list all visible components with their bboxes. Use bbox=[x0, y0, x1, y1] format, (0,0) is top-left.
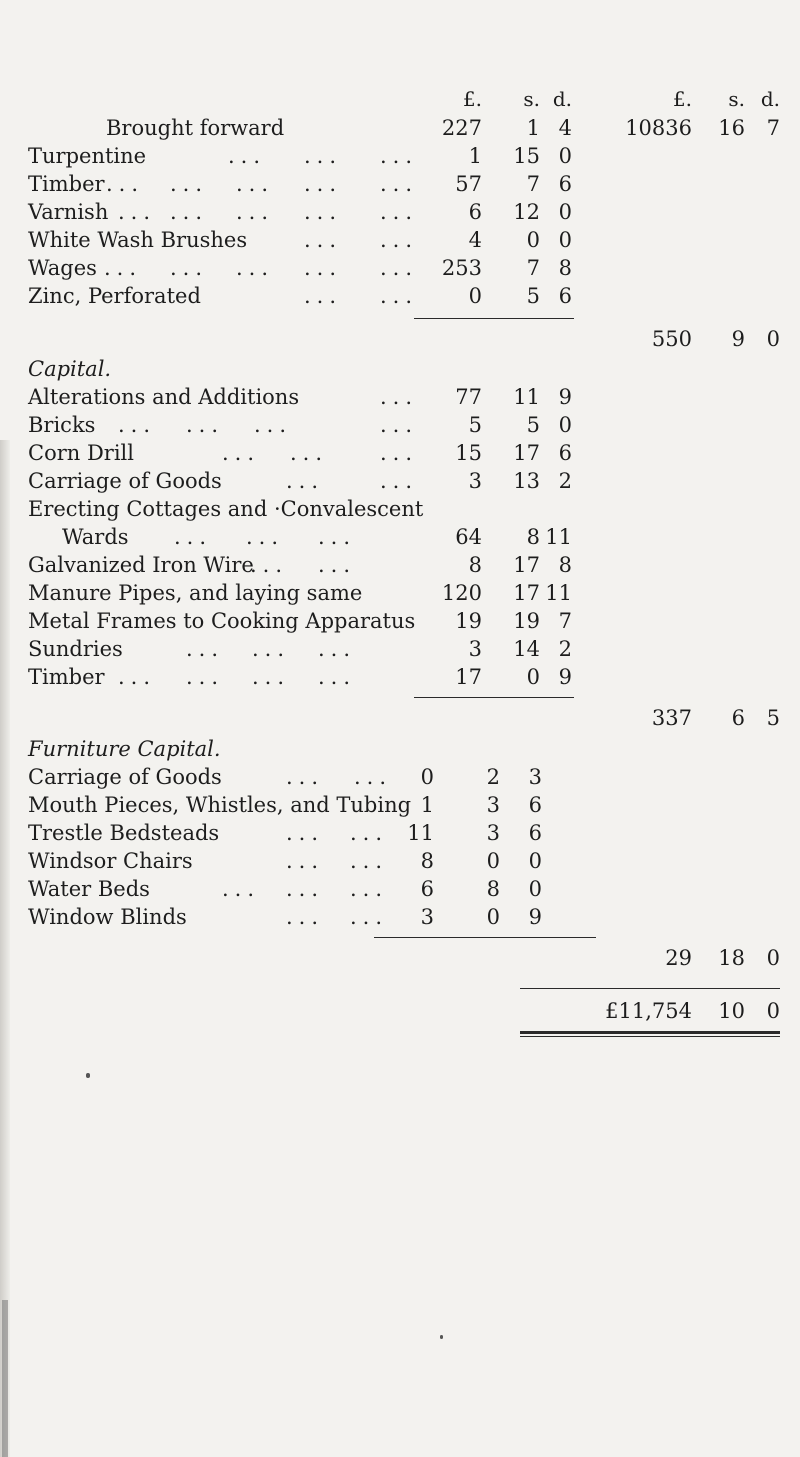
brought-forward-row bbox=[0, 113, 800, 143]
leader-dots: ... bbox=[318, 553, 357, 577]
ledger-row bbox=[0, 606, 800, 636]
amount-pence: 9 bbox=[528, 905, 542, 929]
amount-shillings: 3 bbox=[486, 793, 500, 817]
subtotal-shillings: 18 bbox=[718, 946, 745, 970]
total-pence: 7 bbox=[766, 116, 780, 140]
paper-speck bbox=[440, 1335, 443, 1339]
row-label: Sundries bbox=[28, 637, 123, 661]
subtotal-pounds: 550 bbox=[651, 327, 692, 351]
row-label: Wages bbox=[28, 256, 97, 280]
row-label: Bricks bbox=[28, 413, 96, 437]
header-total-pence: d. bbox=[760, 87, 780, 111]
leader-dots: ... bbox=[286, 905, 325, 929]
amount-pence: 9 bbox=[558, 385, 572, 409]
header-total-pounds: £. bbox=[672, 87, 692, 111]
amount-pence: 7 bbox=[558, 609, 572, 633]
subtotal-pence: 0 bbox=[766, 327, 780, 351]
ledger-row bbox=[0, 522, 800, 552]
amount-pounds: 17 bbox=[455, 665, 482, 689]
leader-dots: ... bbox=[104, 256, 143, 280]
leader-dots: ... bbox=[380, 172, 419, 196]
ledger-row bbox=[0, 197, 800, 227]
amount-shillings: 13 bbox=[513, 469, 540, 493]
amount-shillings: 0 bbox=[526, 665, 540, 689]
amount-pounds: 6 bbox=[468, 200, 482, 224]
leader-dots: ... bbox=[252, 637, 291, 661]
subtotal-pence: 5 bbox=[766, 706, 780, 730]
amount-shillings: 7 bbox=[526, 172, 540, 196]
amount-pounds: 120 bbox=[441, 581, 482, 605]
amount-pence: 0 bbox=[528, 877, 542, 901]
row-label: Metal Frames to Cooking Apparatus bbox=[28, 609, 416, 633]
row-label: Timber bbox=[28, 665, 105, 689]
row-label: Carriage of Goods bbox=[28, 469, 222, 493]
row-label: Varnish bbox=[28, 200, 109, 224]
amount-shillings: 17 bbox=[513, 581, 540, 605]
ledger-row bbox=[0, 818, 800, 848]
amount-pence: 9 bbox=[558, 665, 572, 689]
row-label: Turpentine bbox=[28, 144, 147, 168]
ledger-row bbox=[0, 662, 800, 692]
amount-shillings: 1 bbox=[526, 116, 540, 140]
header-total-shillings: s. bbox=[728, 87, 745, 111]
ledger-row bbox=[0, 141, 800, 171]
leader-dots: ... bbox=[186, 665, 225, 689]
amount-pounds: 253 bbox=[441, 256, 482, 280]
leader-dots: ... bbox=[318, 637, 357, 661]
subtotal-rule bbox=[414, 697, 574, 698]
grand-total-double-rule bbox=[520, 1036, 780, 1037]
amount-pence: 11 bbox=[545, 525, 572, 549]
row-label: Erecting Cottages and ·Convalescent bbox=[28, 497, 424, 521]
ledger-row bbox=[0, 634, 800, 664]
amount-pounds: 3 bbox=[468, 637, 482, 661]
row-label: Alterations and Additions bbox=[28, 385, 300, 409]
leader-dots: ... bbox=[222, 441, 261, 465]
amount-pounds: 15 bbox=[455, 441, 482, 465]
amount-pounds: 57 bbox=[455, 172, 482, 196]
header-pounds: £. bbox=[462, 87, 482, 111]
amount-pounds: 5 bbox=[468, 413, 482, 437]
capital-heading: Capital. bbox=[28, 357, 112, 381]
row-label: Windsor Chairs bbox=[28, 849, 193, 873]
amount-shillings: 3 bbox=[486, 821, 500, 845]
leader-dots: ... bbox=[106, 172, 145, 196]
ledger-row bbox=[0, 874, 800, 904]
leader-dots: ... bbox=[380, 413, 419, 437]
amount-pounds: 4 bbox=[468, 228, 482, 252]
amount-pence: 0 bbox=[558, 200, 572, 224]
row-label: White Wash Brushes bbox=[28, 228, 248, 252]
leader-dots: ... bbox=[286, 765, 325, 789]
leader-dots: ... bbox=[254, 413, 293, 437]
leader-dots: ... bbox=[186, 413, 225, 437]
ledger-row bbox=[0, 225, 800, 255]
leader-dots: ... bbox=[170, 256, 209, 280]
leader-dots: ... bbox=[186, 637, 225, 661]
paper-speck bbox=[86, 1073, 90, 1078]
row-label: Window Blinds bbox=[28, 905, 187, 929]
ledger-row bbox=[0, 466, 800, 496]
row-label: Mouth Pieces, Whistles, and Tubing bbox=[28, 793, 412, 817]
row-label: Corn Drill bbox=[28, 441, 134, 465]
amount-pence: 6 bbox=[558, 441, 572, 465]
amount-pence: 0 bbox=[558, 144, 572, 168]
row-label: Manure Pipes, and laying same bbox=[28, 581, 363, 605]
subtotal-shillings: 9 bbox=[731, 327, 745, 351]
leader-dots: ... bbox=[380, 144, 419, 168]
amount-pounds: 77 bbox=[455, 385, 482, 409]
grand-total-pence: 0 bbox=[766, 999, 780, 1023]
amount-pounds: 227 bbox=[441, 116, 482, 140]
grand-total-pounds: £11,754 bbox=[605, 999, 692, 1023]
leader-dots: ... bbox=[350, 849, 389, 873]
amount-pounds: 3 bbox=[420, 905, 434, 929]
subtotal-row bbox=[0, 943, 800, 973]
subtotal-pounds: 337 bbox=[651, 706, 692, 730]
amount-shillings: 17 bbox=[513, 553, 540, 577]
subtotal-row bbox=[0, 324, 800, 354]
amount-shillings: 15 bbox=[513, 144, 540, 168]
leader-dots: ... bbox=[228, 144, 267, 168]
amount-pence: 6 bbox=[558, 284, 572, 308]
leader-dots: ... bbox=[236, 172, 275, 196]
leader-dots: ... bbox=[304, 228, 343, 252]
column-header bbox=[0, 84, 800, 114]
header-shillings: s. bbox=[523, 87, 540, 111]
ledger-row bbox=[0, 438, 800, 468]
total-pounds: 10836 bbox=[625, 116, 692, 140]
amount-shillings: 11 bbox=[513, 385, 540, 409]
leader-dots: ... bbox=[380, 469, 419, 493]
amount-pence: 11 bbox=[545, 581, 572, 605]
ledger-row bbox=[0, 253, 800, 283]
amount-pence: 6 bbox=[528, 793, 542, 817]
amount-shillings: 17 bbox=[513, 441, 540, 465]
leader-dots: ... bbox=[286, 821, 325, 845]
leader-dots: ... bbox=[350, 821, 389, 845]
amount-shillings: 0 bbox=[486, 905, 500, 929]
amount-shillings: 14 bbox=[513, 637, 540, 661]
subtotal-shillings: 6 bbox=[731, 706, 745, 730]
leader-dots: ... bbox=[304, 256, 343, 280]
leader-dots: ... bbox=[304, 284, 343, 308]
leader-dots: ... bbox=[170, 200, 209, 224]
leader-dots: ... bbox=[350, 905, 389, 929]
amount-pounds: 3 bbox=[468, 469, 482, 493]
leader-dots: ... bbox=[354, 765, 393, 789]
leader-dots: ... bbox=[350, 877, 389, 901]
amount-pounds: 8 bbox=[420, 849, 434, 873]
binding-shadow bbox=[2, 1300, 8, 1457]
subtotal-pounds: 29 bbox=[665, 946, 692, 970]
grand-total-shillings: 10 bbox=[718, 999, 745, 1023]
leader-dots: ... bbox=[290, 441, 329, 465]
ledger-row bbox=[0, 762, 800, 792]
ledger-row bbox=[0, 902, 800, 932]
leader-dots: ... bbox=[304, 200, 343, 224]
amount-shillings: 8 bbox=[486, 877, 500, 901]
ledger-row bbox=[0, 494, 800, 524]
amount-pence: 8 bbox=[558, 256, 572, 280]
amount-pence: 3 bbox=[528, 765, 542, 789]
amount-shillings: 12 bbox=[513, 200, 540, 224]
amount-pounds: 1 bbox=[420, 793, 434, 817]
amount-pounds: 0 bbox=[420, 765, 434, 789]
leader-dots: ... bbox=[252, 665, 291, 689]
total-shillings: 16 bbox=[718, 116, 745, 140]
amount-pence: 6 bbox=[528, 821, 542, 845]
leader-dots: ... bbox=[174, 525, 213, 549]
amount-pounds: 8 bbox=[468, 553, 482, 577]
row-label: Timber bbox=[28, 172, 105, 196]
leader-dots: ... bbox=[250, 553, 289, 577]
leader-dots: ... bbox=[380, 256, 419, 280]
amount-pence: 0 bbox=[558, 413, 572, 437]
leader-dots: ... bbox=[222, 877, 261, 901]
amount-pence: 2 bbox=[558, 469, 572, 493]
amount-shillings: 5 bbox=[526, 413, 540, 437]
amount-pence: 2 bbox=[558, 637, 572, 661]
amount-pence: 4 bbox=[558, 116, 572, 140]
section-heading bbox=[0, 734, 800, 764]
amount-shillings: 19 bbox=[513, 609, 540, 633]
leader-dots: ... bbox=[380, 385, 419, 409]
amount-pence: 6 bbox=[558, 172, 572, 196]
ledger-row bbox=[0, 790, 800, 820]
section-heading bbox=[0, 354, 800, 384]
leader-dots: ... bbox=[380, 441, 419, 465]
ledger-row bbox=[0, 550, 800, 580]
header-pence: d. bbox=[552, 87, 572, 111]
row-label: Carriage of Goods bbox=[28, 765, 222, 789]
amount-pence: 0 bbox=[528, 849, 542, 873]
amount-pounds: 19 bbox=[455, 609, 482, 633]
leader-dots: ... bbox=[286, 849, 325, 873]
amount-shillings: 8 bbox=[526, 525, 540, 549]
amount-shillings: 5 bbox=[526, 284, 540, 308]
amount-pounds: 1 bbox=[468, 144, 482, 168]
leader-dots: ... bbox=[286, 469, 325, 493]
leader-dots: ... bbox=[318, 665, 357, 689]
amount-pounds: 0 bbox=[468, 284, 482, 308]
grand-total-row bbox=[0, 996, 800, 1026]
grand-total-rule bbox=[520, 988, 780, 989]
subtotal-rule bbox=[374, 937, 596, 938]
amount-pence: 0 bbox=[558, 228, 572, 252]
leader-dots: ... bbox=[118, 200, 157, 224]
leader-dots: ... bbox=[304, 172, 343, 196]
row-label: Brought forward bbox=[106, 116, 285, 140]
leader-dots: ... bbox=[304, 144, 343, 168]
ledger-row bbox=[0, 410, 800, 440]
leader-dots: ... bbox=[236, 200, 275, 224]
leader-dots: ... bbox=[286, 877, 325, 901]
ledger-row bbox=[0, 382, 800, 412]
leader-dots: ... bbox=[118, 665, 157, 689]
leader-dots: ... bbox=[170, 172, 209, 196]
subtotal-rule bbox=[414, 318, 574, 319]
ledger-row bbox=[0, 846, 800, 876]
amount-pounds: 64 bbox=[455, 525, 482, 549]
leader-dots: ... bbox=[380, 284, 419, 308]
subtotal-row bbox=[0, 703, 800, 733]
ledger-row bbox=[0, 281, 800, 311]
leader-dots: ... bbox=[246, 525, 285, 549]
leader-dots: ... bbox=[380, 200, 419, 224]
leader-dots: ... bbox=[236, 256, 275, 280]
row-label: Trestle Bedsteads bbox=[28, 821, 220, 845]
leader-dots: ... bbox=[118, 413, 157, 437]
amount-shillings: 0 bbox=[486, 849, 500, 873]
subtotal-pence: 0 bbox=[766, 946, 780, 970]
amount-shillings: 7 bbox=[526, 256, 540, 280]
ledger-row bbox=[0, 169, 800, 199]
leader-dots: ... bbox=[318, 525, 357, 549]
row-label: Water Beds bbox=[28, 877, 150, 901]
row-label: Zinc, Perforated bbox=[28, 284, 201, 308]
amount-pounds: 6 bbox=[420, 877, 434, 901]
amount-shillings: 0 bbox=[526, 228, 540, 252]
leader-dots: ... bbox=[380, 228, 419, 252]
amount-shillings: 2 bbox=[486, 765, 500, 789]
ledger-row bbox=[0, 578, 800, 608]
amount-pence: 8 bbox=[558, 553, 572, 577]
grand-total-double-rule bbox=[520, 1031, 780, 1034]
amount-pounds: 11 bbox=[407, 821, 434, 845]
row-label: Galvanized Iron Wire bbox=[28, 553, 254, 577]
furniture-heading: Furniture Capital. bbox=[28, 737, 221, 761]
row-label: Wards bbox=[62, 525, 129, 549]
